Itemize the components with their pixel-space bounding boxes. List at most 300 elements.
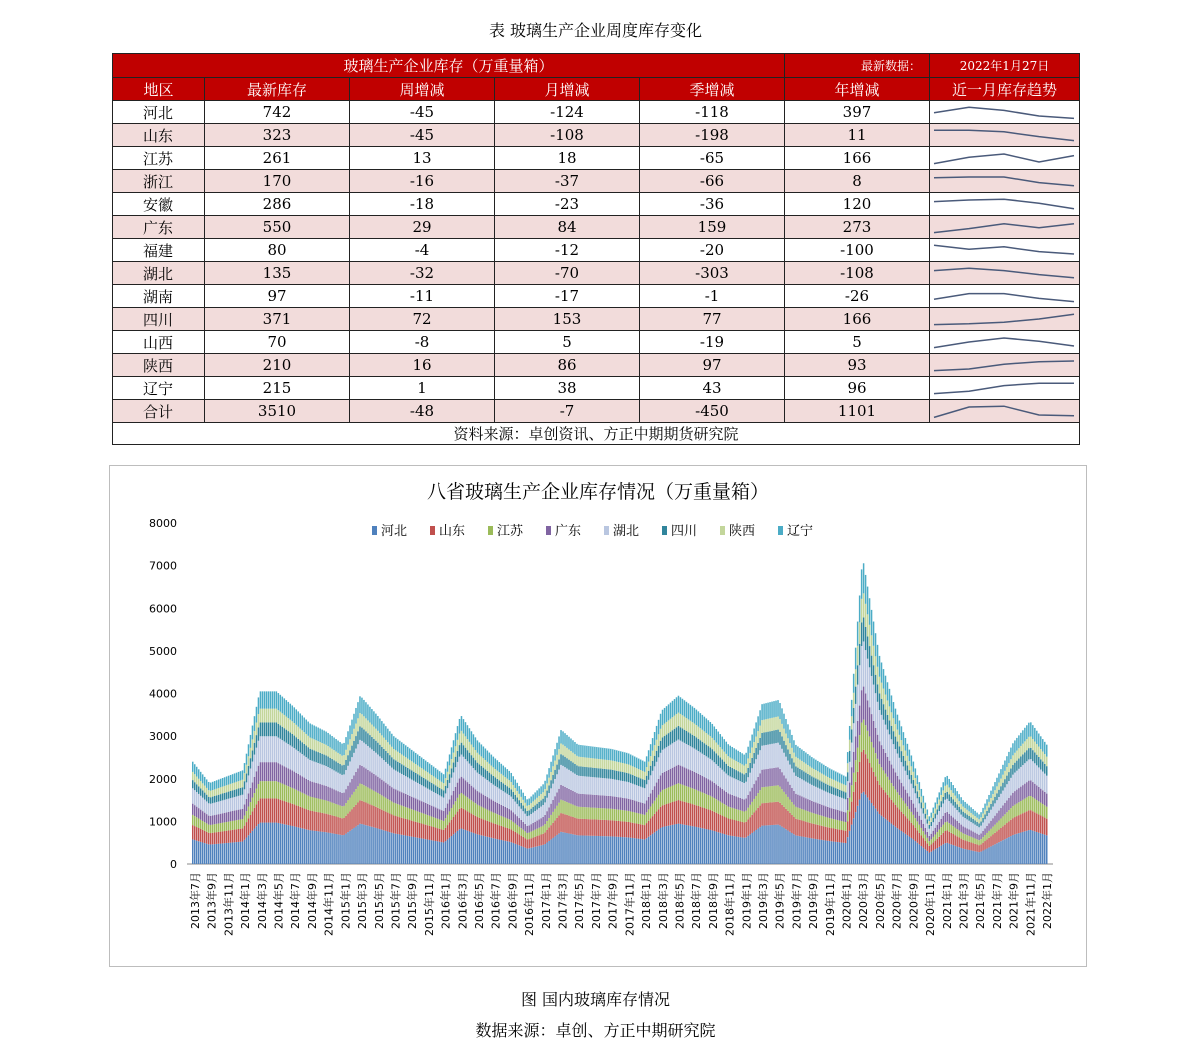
bar-segment bbox=[524, 848, 525, 864]
cell-year: -100 bbox=[785, 239, 930, 262]
bar-segment bbox=[487, 797, 488, 809]
bar-segment bbox=[835, 820, 836, 829]
bar-segment bbox=[1030, 830, 1031, 864]
bar-segment bbox=[791, 769, 792, 788]
bar-segment bbox=[196, 817, 197, 827]
bar-segment bbox=[935, 849, 936, 864]
bar-segment bbox=[445, 828, 446, 841]
bar-segment bbox=[548, 768, 549, 778]
bar-segment bbox=[552, 775, 553, 784]
bar-segment bbox=[933, 850, 934, 864]
bar-segment bbox=[491, 783, 492, 799]
bar-segment bbox=[1046, 757, 1047, 767]
bar-segment bbox=[895, 827, 896, 864]
bar-segment bbox=[791, 815, 792, 833]
bar-segment bbox=[660, 729, 661, 741]
bar-segment bbox=[937, 804, 938, 809]
bar-segment bbox=[923, 824, 924, 832]
bar-segment bbox=[616, 837, 617, 864]
bar-segment bbox=[1024, 728, 1025, 742]
bar-segment bbox=[984, 810, 985, 815]
bar-segment bbox=[566, 758, 567, 768]
bar-segment bbox=[1022, 800, 1023, 813]
bar-segment bbox=[839, 783, 840, 790]
bar-segment bbox=[652, 816, 653, 834]
bar-segment bbox=[264, 722, 265, 736]
bar-segment bbox=[728, 793, 729, 806]
bar-segment bbox=[1006, 800, 1007, 812]
bar-segment bbox=[309, 723, 310, 737]
bar-segment bbox=[246, 838, 247, 864]
bar-segment bbox=[773, 717, 774, 730]
cell-latest: 550 bbox=[205, 216, 350, 239]
bar-segment bbox=[540, 818, 541, 827]
bar-segment bbox=[666, 722, 667, 735]
bar-segment bbox=[413, 821, 414, 837]
bar-segment bbox=[809, 756, 810, 767]
bar-segment bbox=[608, 760, 609, 769]
bar-segment bbox=[726, 805, 727, 817]
bar-segment bbox=[696, 827, 697, 864]
bar-segment bbox=[630, 774, 631, 783]
bar-segment bbox=[682, 715, 683, 728]
bar-segment bbox=[702, 742, 703, 754]
bar-segment bbox=[735, 779, 736, 796]
bar-segment bbox=[230, 843, 231, 864]
bar-segment bbox=[873, 646, 874, 665]
bar-segment bbox=[954, 835, 955, 846]
bar-segment bbox=[682, 729, 683, 742]
bar-segment bbox=[1000, 808, 1001, 818]
bar-segment bbox=[254, 716, 255, 731]
bar-segment bbox=[815, 770, 816, 778]
bar-segment bbox=[960, 815, 961, 825]
bar-segment bbox=[345, 803, 346, 816]
bar-segment bbox=[636, 777, 637, 786]
bar-segment bbox=[503, 791, 504, 806]
bar-segment bbox=[272, 709, 273, 723]
bar-segment bbox=[600, 795, 601, 808]
trend-sparkline bbox=[930, 331, 1080, 354]
bar-segment bbox=[584, 746, 585, 758]
bar-segment bbox=[242, 787, 243, 794]
bar-segment bbox=[1000, 794, 1001, 808]
bar-segment bbox=[317, 763, 318, 783]
bar-segment bbox=[1004, 825, 1005, 839]
bar-segment bbox=[516, 783, 517, 791]
bar-segment bbox=[220, 814, 221, 823]
bar-segment bbox=[871, 610, 872, 635]
bar-segment bbox=[720, 734, 721, 747]
bar-segment bbox=[889, 706, 890, 720]
bar-segment bbox=[544, 815, 545, 824]
bar-segment bbox=[230, 784, 231, 791]
bar-segment bbox=[925, 819, 926, 828]
bar-segment bbox=[590, 795, 591, 808]
bar-segment bbox=[917, 791, 918, 798]
bar-segment bbox=[994, 816, 995, 825]
bar-segment bbox=[343, 835, 344, 864]
bar-segment bbox=[479, 818, 480, 835]
bar-segment bbox=[319, 784, 320, 799]
bar-segment bbox=[586, 767, 587, 776]
bar-segment bbox=[857, 646, 858, 665]
bar-segment bbox=[819, 804, 820, 815]
bar-segment bbox=[290, 826, 291, 864]
bar-segment bbox=[582, 776, 583, 794]
bar-segment bbox=[724, 762, 725, 772]
y-tick-label: 6000 bbox=[149, 602, 177, 616]
bar-segment bbox=[708, 720, 709, 734]
bar-segment bbox=[891, 726, 892, 739]
bar-segment bbox=[226, 812, 227, 822]
bar-segment bbox=[1002, 783, 1003, 791]
bar-segment bbox=[212, 825, 213, 833]
bar-segment bbox=[487, 751, 488, 762]
legend-swatch bbox=[720, 526, 725, 535]
bar-segment bbox=[729, 836, 730, 864]
bar-segment bbox=[385, 783, 386, 798]
bar-segment bbox=[437, 808, 438, 818]
bar-segment bbox=[481, 793, 482, 806]
bar-segment bbox=[628, 811, 629, 822]
bar-segment bbox=[369, 707, 370, 723]
table-row bbox=[113, 262, 1080, 285]
bar-segment bbox=[210, 783, 211, 791]
x-tick-label: 2016年1月 bbox=[439, 872, 453, 929]
bar-segment bbox=[200, 810, 201, 820]
bar-segment bbox=[439, 829, 440, 842]
bar-segment bbox=[329, 768, 330, 787]
bar-segment bbox=[528, 799, 529, 806]
bar-segment bbox=[367, 704, 368, 720]
bar-segment bbox=[538, 846, 539, 864]
bar-segment bbox=[196, 807, 197, 818]
bar-segment bbox=[720, 768, 721, 787]
bar-segment bbox=[662, 750, 663, 773]
bar-segment bbox=[919, 797, 920, 804]
bar-segment bbox=[580, 794, 581, 807]
bar-segment bbox=[741, 764, 742, 773]
bar-segment bbox=[1044, 754, 1045, 764]
bar-segment bbox=[582, 757, 583, 767]
bar-segment bbox=[1002, 826, 1003, 840]
bar-segment bbox=[524, 814, 525, 824]
bar-segment bbox=[232, 842, 233, 864]
bar-segment bbox=[1004, 787, 1005, 803]
bar-segment bbox=[1010, 759, 1011, 768]
bar-segment bbox=[980, 826, 981, 834]
header-region: 地区 bbox=[113, 78, 205, 101]
bar-segment bbox=[881, 715, 882, 745]
bar-segment bbox=[745, 798, 746, 810]
bar-segment bbox=[688, 825, 689, 864]
bar-segment bbox=[927, 838, 928, 843]
bar-segment bbox=[582, 807, 583, 819]
bar-segment bbox=[421, 813, 422, 824]
bar-segment bbox=[526, 826, 527, 833]
bar-segment bbox=[499, 762, 500, 772]
bar-segment bbox=[317, 728, 318, 742]
bar-segment bbox=[861, 690, 862, 722]
bar-segment bbox=[1014, 805, 1015, 817]
bar-segment bbox=[733, 836, 734, 864]
bar-segment bbox=[939, 822, 940, 830]
bar-segment bbox=[337, 753, 338, 763]
bar-segment bbox=[311, 724, 312, 738]
bar-segment bbox=[634, 823, 635, 838]
bar-segment bbox=[869, 763, 870, 800]
bar-segment bbox=[688, 719, 689, 732]
bar-segment bbox=[268, 736, 269, 762]
bar-segment bbox=[335, 752, 336, 762]
bar-segment bbox=[423, 839, 424, 864]
bar-segment bbox=[431, 840, 432, 864]
bar-segment bbox=[958, 807, 959, 813]
bar-segment bbox=[228, 799, 229, 812]
bar-segment bbox=[620, 751, 621, 762]
bar-segment bbox=[1016, 803, 1017, 816]
bar-segment bbox=[218, 844, 219, 864]
x-tick-label: 2021年9月 bbox=[1007, 872, 1021, 929]
bar-segment bbox=[477, 791, 478, 805]
bar-segment bbox=[421, 838, 422, 864]
bar-segment bbox=[823, 805, 824, 816]
bar-segment bbox=[558, 833, 559, 864]
bar-segment bbox=[737, 771, 738, 780]
bar-segment bbox=[799, 836, 800, 864]
bar-segment bbox=[570, 738, 571, 751]
bar-segment bbox=[513, 785, 514, 792]
bar-segment bbox=[212, 803, 213, 815]
bar-segment bbox=[409, 820, 410, 836]
bar-segment bbox=[897, 753, 898, 775]
bar-segment bbox=[929, 821, 930, 825]
bar-segment bbox=[292, 734, 293, 747]
bar-segment bbox=[431, 806, 432, 817]
bar-segment bbox=[505, 841, 506, 864]
bar-segment bbox=[562, 832, 563, 864]
bar-segment bbox=[847, 772, 848, 781]
bar-segment bbox=[917, 784, 918, 791]
bar-segment bbox=[391, 757, 392, 767]
bar-segment bbox=[266, 736, 267, 762]
bar-segment bbox=[700, 792, 701, 807]
bar-segment bbox=[548, 778, 549, 786]
bar-segment bbox=[1004, 779, 1005, 787]
x-tick-label: 2021年11月 bbox=[1024, 872, 1038, 936]
bar-segment bbox=[1042, 739, 1043, 751]
bar-segment bbox=[618, 751, 619, 762]
x-tick-label: 2016年7月 bbox=[489, 872, 503, 929]
bar-segment bbox=[286, 730, 287, 743]
bar-segment bbox=[357, 769, 358, 787]
bar-segment bbox=[590, 808, 591, 820]
bar-segment bbox=[978, 814, 979, 819]
bar-segment bbox=[1002, 775, 1003, 783]
bar-segment bbox=[483, 808, 484, 820]
bar-segment bbox=[743, 783, 744, 799]
bar-segment bbox=[980, 817, 981, 821]
bar-segment bbox=[475, 737, 476, 750]
bar-segment bbox=[795, 776, 796, 794]
bar-segment bbox=[749, 753, 750, 763]
bar-segment bbox=[606, 820, 607, 836]
bar-segment bbox=[503, 766, 504, 776]
bar-segment bbox=[586, 819, 587, 836]
bar-segment bbox=[648, 780, 649, 797]
bar-segment bbox=[968, 850, 969, 864]
bar-segment bbox=[538, 802, 539, 808]
cell-region: 四川 bbox=[113, 308, 205, 331]
bar-segment bbox=[630, 783, 631, 799]
cell-quarter: -19 bbox=[640, 331, 785, 354]
bar-segment bbox=[789, 765, 790, 785]
cell-latest: 323 bbox=[205, 124, 350, 147]
bar-segment bbox=[200, 788, 201, 795]
bar-segment bbox=[857, 622, 858, 646]
bar-segment bbox=[576, 806, 577, 818]
bar-segment bbox=[917, 843, 918, 864]
bar-segment bbox=[335, 762, 336, 772]
bar-segment bbox=[349, 831, 350, 864]
bar-segment bbox=[513, 831, 514, 843]
bar-segment bbox=[403, 793, 404, 806]
bar-segment bbox=[252, 762, 253, 783]
bar-segment bbox=[447, 815, 448, 825]
bar-segment bbox=[192, 839, 193, 864]
bar-segment bbox=[359, 800, 360, 823]
bar-segment bbox=[1000, 828, 1001, 841]
bar-segment bbox=[359, 696, 360, 713]
bar-segment bbox=[863, 641, 864, 686]
bar-segment bbox=[214, 796, 215, 803]
bar-segment bbox=[343, 806, 344, 818]
bar-segment bbox=[1042, 817, 1043, 834]
bar-segment bbox=[544, 844, 545, 864]
bar-segment bbox=[891, 800, 892, 824]
bar-segment bbox=[787, 761, 788, 782]
bar-segment bbox=[899, 830, 900, 864]
bar-segment bbox=[871, 714, 872, 742]
bar-segment bbox=[636, 838, 637, 864]
bar-segment bbox=[228, 785, 229, 792]
bar-segment bbox=[363, 729, 364, 742]
bar-segment bbox=[909, 770, 910, 779]
bar-segment bbox=[684, 743, 685, 768]
bar-segment bbox=[634, 757, 635, 768]
bar-segment bbox=[927, 851, 928, 864]
bar-segment bbox=[966, 810, 967, 815]
bar-segment bbox=[491, 774, 492, 783]
x-tick-label: 2017年3月 bbox=[556, 872, 570, 929]
bar-segment bbox=[329, 802, 330, 815]
bar-segment bbox=[495, 839, 496, 864]
bar-segment bbox=[765, 703, 766, 719]
cell-year: 8 bbox=[785, 170, 930, 193]
cell-month: -124 bbox=[495, 101, 640, 124]
bar-segment bbox=[877, 684, 878, 702]
bar-segment bbox=[363, 716, 364, 729]
bar-segment bbox=[383, 830, 384, 864]
bar-segment bbox=[604, 769, 605, 778]
bar-segment bbox=[284, 728, 285, 741]
sparkline-line bbox=[934, 268, 1074, 278]
bar-segment bbox=[941, 787, 942, 795]
bar-segment bbox=[899, 720, 900, 734]
bar-segment bbox=[901, 783, 902, 798]
bar-segment bbox=[923, 796, 924, 803]
bar-segment bbox=[383, 760, 384, 781]
bar-segment bbox=[1042, 762, 1043, 772]
bar-segment bbox=[682, 742, 683, 767]
bar-segment bbox=[347, 786, 348, 801]
bar-segment bbox=[919, 782, 920, 790]
bar-segment bbox=[505, 777, 506, 785]
bar-segment bbox=[759, 827, 760, 864]
y-tick-label: 5000 bbox=[149, 644, 177, 658]
y-tick-label: 0 bbox=[170, 858, 177, 871]
bar-segment bbox=[399, 817, 400, 834]
bar-segment bbox=[867, 659, 868, 701]
bar-segment bbox=[415, 837, 416, 864]
table-row bbox=[113, 193, 1080, 216]
bar-segment bbox=[538, 835, 539, 846]
bar-segment bbox=[473, 787, 474, 801]
bar-segment bbox=[682, 699, 683, 716]
bar-segment bbox=[726, 754, 727, 764]
cell-quarter: -303 bbox=[640, 262, 785, 285]
bar-segment bbox=[704, 755, 705, 777]
bar-segment bbox=[660, 741, 661, 753]
bar-segment bbox=[465, 759, 466, 780]
bar-segment bbox=[845, 777, 846, 786]
bar-segment bbox=[397, 762, 398, 772]
sparkline-line bbox=[934, 130, 1074, 140]
bar-segment bbox=[728, 807, 729, 819]
bar-segment bbox=[990, 821, 991, 829]
bar-segment bbox=[399, 753, 400, 763]
bar-segment bbox=[1032, 750, 1033, 761]
bar-segment bbox=[867, 587, 868, 615]
bar-segment bbox=[865, 575, 866, 604]
bar-segment bbox=[274, 798, 275, 822]
cell-year: 11 bbox=[785, 124, 930, 147]
table-row bbox=[113, 331, 1080, 354]
bar-segment bbox=[998, 821, 999, 830]
bar-segment bbox=[475, 803, 476, 816]
bar-segment bbox=[698, 774, 699, 791]
bar-segment bbox=[218, 780, 219, 788]
bar-segment bbox=[656, 751, 657, 762]
bar-segment bbox=[899, 746, 900, 757]
bar-segment bbox=[998, 773, 999, 782]
bar-segment bbox=[883, 689, 884, 705]
bar-segment bbox=[385, 726, 386, 740]
bar-segment bbox=[582, 767, 583, 777]
bar-segment bbox=[1034, 752, 1035, 763]
bar-segment bbox=[206, 795, 207, 802]
bar-segment bbox=[978, 819, 979, 823]
bar-segment bbox=[272, 722, 273, 736]
bar-segment bbox=[863, 617, 864, 641]
bar-segment bbox=[602, 778, 603, 795]
bar-segment bbox=[724, 817, 725, 834]
bar-segment bbox=[956, 847, 957, 864]
bar-segment bbox=[331, 769, 332, 788]
bar-segment bbox=[329, 734, 330, 747]
bar-segment bbox=[1030, 780, 1031, 796]
